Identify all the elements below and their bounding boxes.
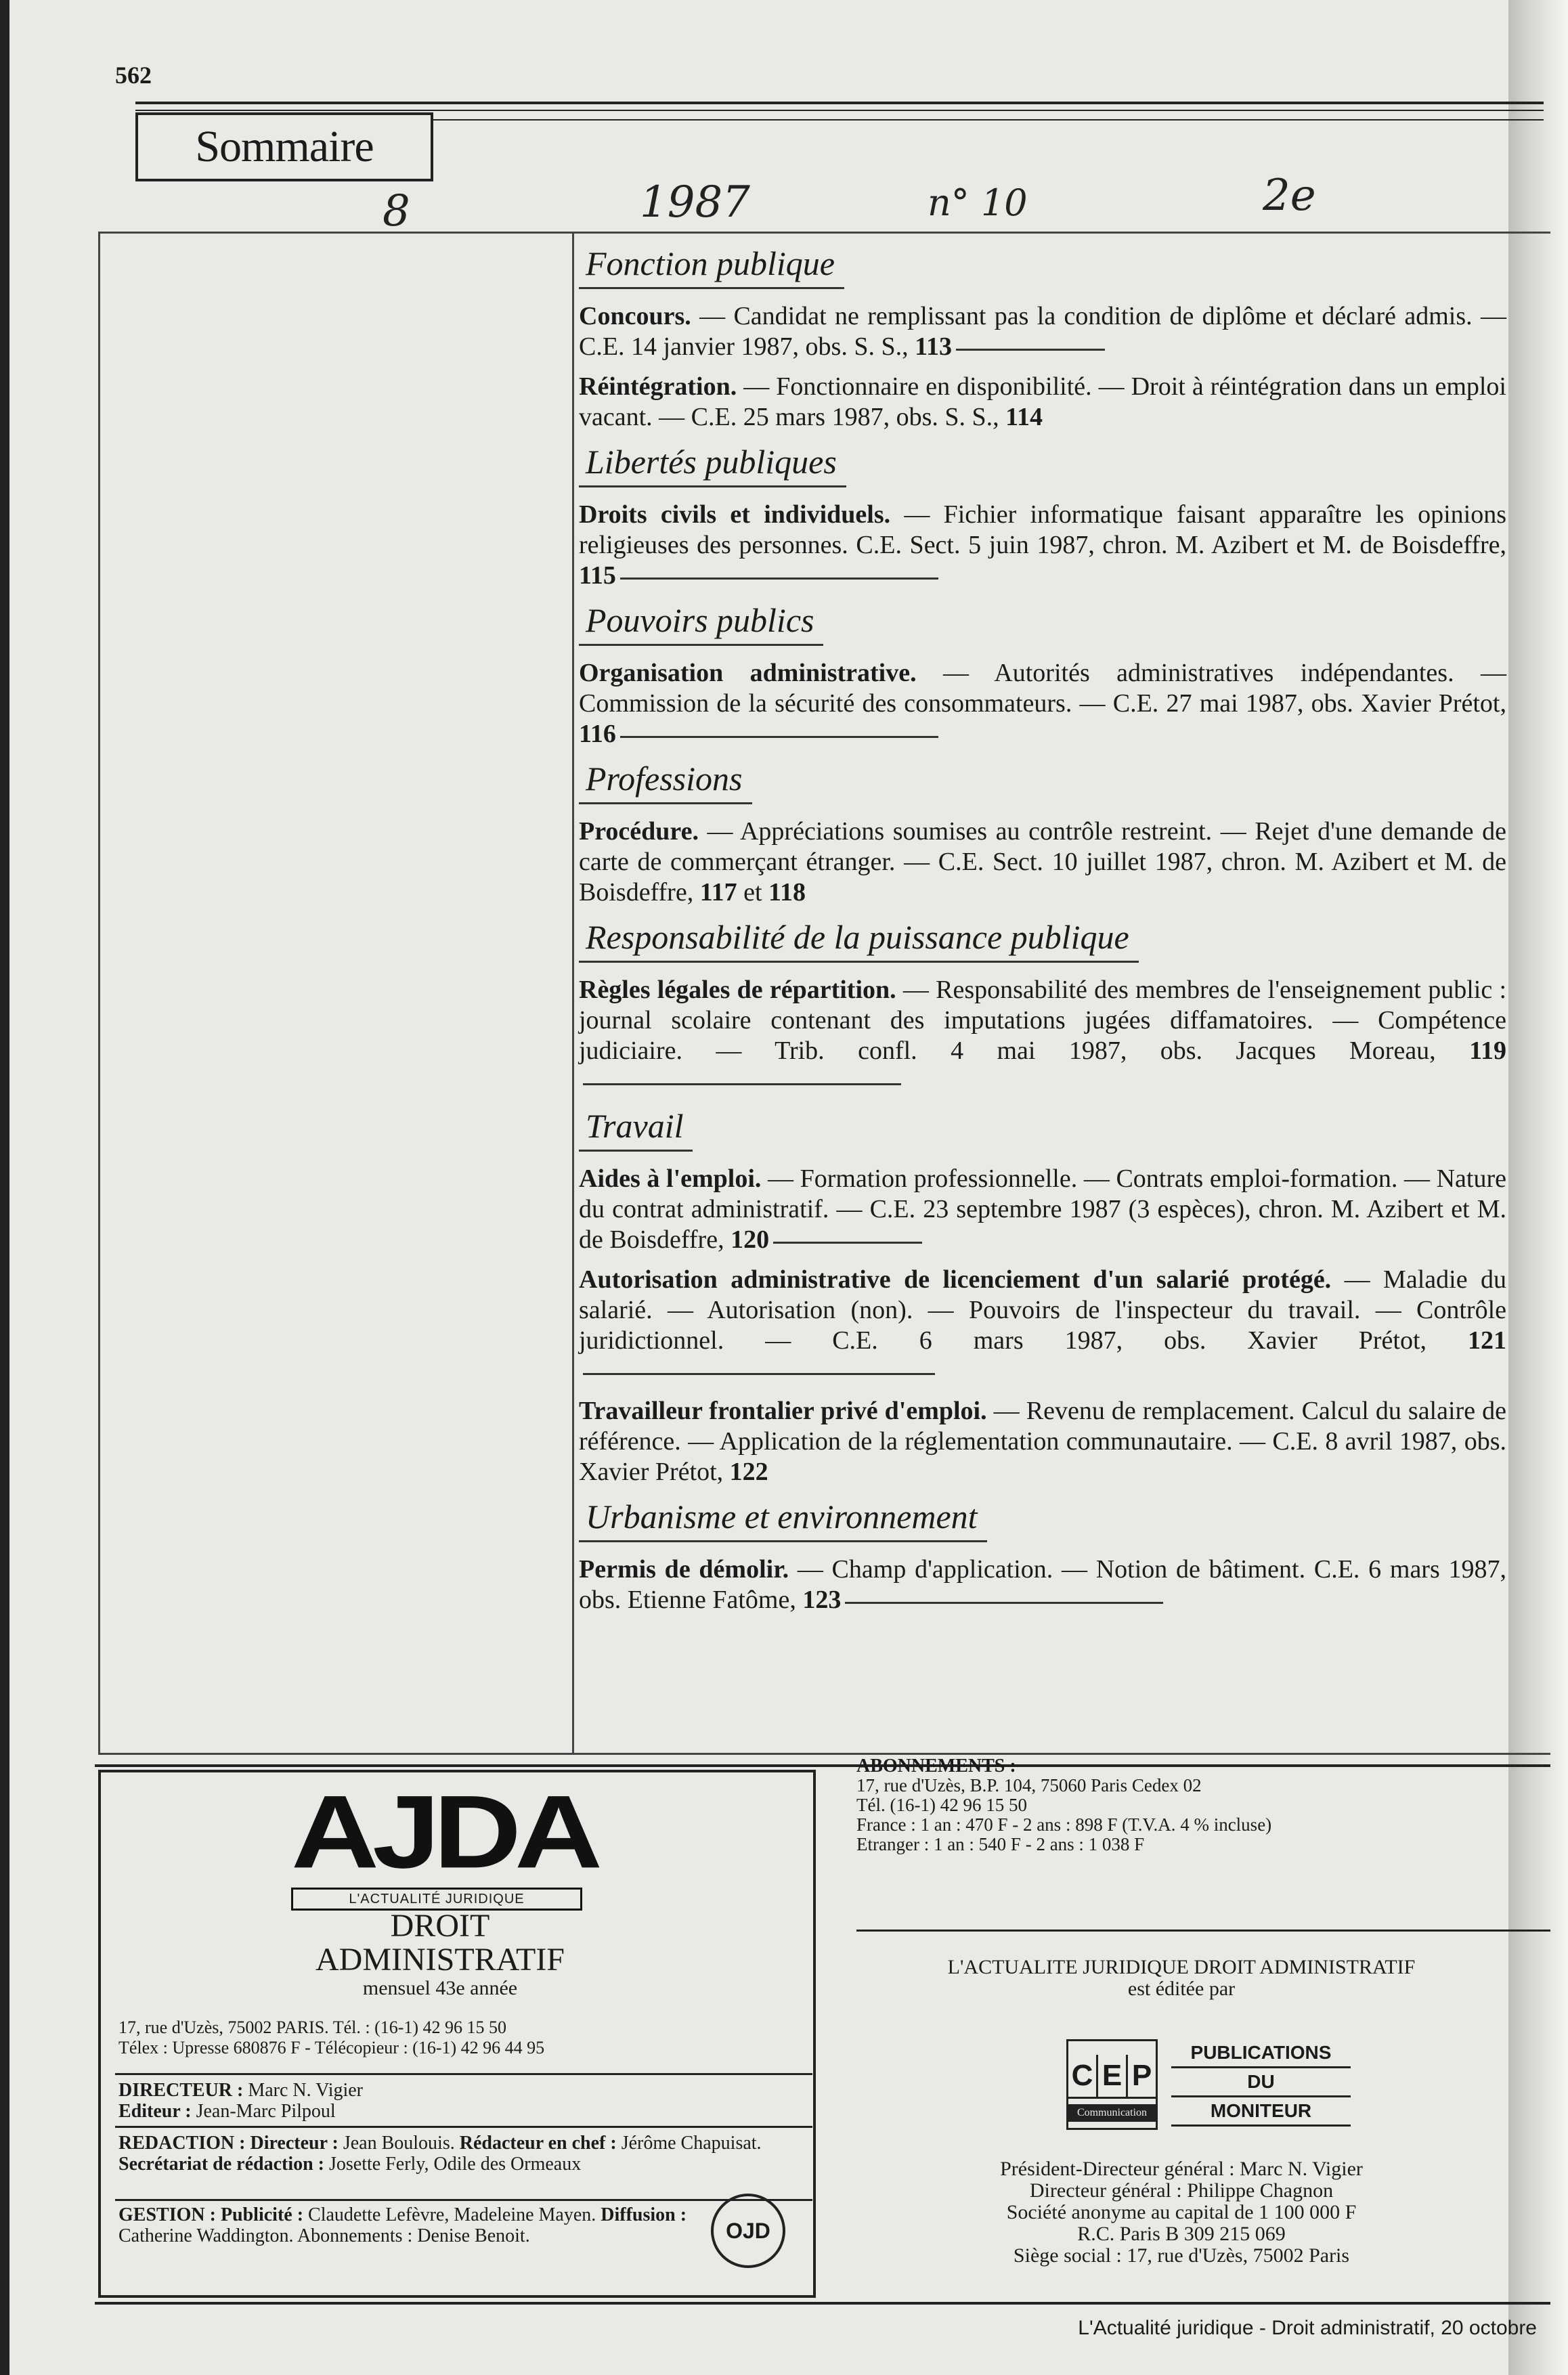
entry-text: — Champ d'application. — Notion de bâtiment. C.E. 6 mars 1987, obs. Etienne Fatôme, [579,1555,1506,1614]
column-divider [572,232,574,1755]
table-of-contents [579,244,1506,1625]
entry-number: 116 [579,720,616,748]
staff-director [118,2080,809,2122]
entry-number: 121 [1468,1326,1506,1355]
entry-number: 122 [729,1458,768,1486]
section [579,601,1506,749]
staff-label: REDACTION : [118,2133,246,2154]
leader-line [773,1241,922,1244]
entry-number: 120 [731,1225,770,1254]
contents-entry [579,372,1506,433]
ajda-logo: AJDA [291,1774,596,1890]
contents-entry [579,975,1506,1097]
publisher-line: est éditée par [1127,1978,1236,2000]
section-heading: Fonction publique [579,244,844,289]
contents-entry [579,1265,1506,1387]
entry-keyword: Concours. [579,302,691,330]
entry-text: — Fichier informatique faisant apparaître les opinions religieuses des personnes. C.E. Sect. 5 juin 1987, chron. M. Azibert et M. de Boisdeffre, [579,500,1507,559]
handwritten-year: 1987 [640,177,750,227]
publisher-statement [856,1957,1506,2000]
cep-letter: C [1068,2055,1098,2097]
journal-title [244,1909,636,1977]
entry-number: 123 [802,1586,842,1614]
moniteur-logo [1171,2039,1351,2127]
publisher-line: L'ACTUALITE JURIDIQUE DROIT ADMINISTRATIF [947,1956,1416,1978]
handwritten-issue: n° 10 [928,181,1028,224]
staff-value: Marc N. Vigier [243,2080,363,2101]
entry-number: 118 [768,878,806,907]
entry-keyword: Règles légales de répartition. [579,976,896,1004]
entry-text: — Fonctionnaire en disponibilité. — Droit à réintégration dans un emploi vacant. — C.E. 25 mars 1987, obs. S. S., [579,372,1506,431]
journal-address [118,2018,544,2058]
entry-keyword: Aides à l'emploi. [579,1164,762,1193]
subscriptions-line: France : 1 an : 470 F - 2 ans : 898 F (T.V.A. 4 % incluse) [856,1814,1272,1835]
staff-value: Jérôme Chapuisat. [616,2133,762,2154]
staff-gestion [118,2204,701,2246]
moniteur-line: MONITEUR [1171,2097,1351,2127]
section-heading: Pouvoirs publics [579,601,823,646]
cep-letter: E [1098,2055,1128,2097]
footer-rule [95,2302,1550,2305]
publisher-rule [856,1930,1550,1932]
entry-text: — Responsabilité des membres de l'enseignement public : journal scolaire contenant des imputations jugées diffamatoires. — Compétence judiciaire. — Trib. confl. 4 mai 1987, obs. Jacques Moreau, [579,976,1507,1065]
handwritten-edition: 2e [1263,171,1316,221]
colophon-rule [115,2126,812,2128]
subscriptions-line: 17, rue d'Uzès, B.P. 104, 75060 Paris Cedex 02 [856,1775,1202,1795]
staff-value: Catherine Waddington. Abonnements : Denise Benoit. [118,2225,530,2246]
publisher-direction [856,2158,1506,2267]
cep-caption: Communication [1068,2104,1156,2122]
subscriptions-line: Tél. (16-1) 42 96 15 50 [856,1795,1027,1815]
entry-number: 115 [579,561,616,590]
entry-text: — Maladie du salarié. — Autorisation (non). — Pouvoirs de l'inspecteur du travail. — Contrôle juridictionnel. — C.E. 6 mars 1987, obs. Xavier Prétot, [579,1265,1506,1355]
section-heading: Professions [579,759,752,804]
leader-line [620,577,938,580]
contents-entry [579,1396,1506,1487]
section [579,759,1506,908]
running-footer: L'Actualité juridique - Droit administratif, 20 octobre [1078,2317,1537,2339]
staff-label: DIRECTEUR : [118,2080,244,2101]
moniteur-line: PUBLICATIONS [1171,2039,1351,2068]
journal-title-line: ADMINISTRATIF [315,1942,565,1978]
section [579,244,1506,433]
section-heading: Responsabilité de la puissance publique [579,917,1139,963]
logo-subtitle: L'ACTUALITÉ JURIDIQUE [291,1888,582,1911]
entry-text: — Autorités administratives indépendantes. — Commission de la sécurité des consommateurs. — C.E. 27 mai 1987, obs. Xavier Prétot, [579,659,1506,718]
section [579,1106,1506,1487]
leader-line [583,1372,935,1375]
staff-value: Claudette Lefèvre, Madeleine Mayen. [303,2204,596,2225]
subscriptions [856,1756,1506,1854]
entry-text: — Formation professionnelle. — Contrats emploi-formation. — Nature du contrat administratif. — C.E. 23 septembre 1987 (3 espèces), chron. M. Azibert et M. de Boisdeffre, [579,1164,1506,1254]
entry-keyword: Autorisation administrative de licenciement d'un salarié protégé. [579,1265,1332,1294]
contents-entry [579,500,1506,591]
title-rule-thin [135,110,1544,111]
staff-label: Publicité : [215,2204,304,2225]
subscriptions-title: ABONNEMENTS : [856,1756,1016,1777]
cep-logo [1066,2039,1158,2130]
entry-text: — Appréciations soumises au contrôle restreint. — Rejet d'une demande de carte de commerçant étranger. — C.E. Sect. 10 juillet 1987, chron. M. Azibert et M. de Boisdeffre, [579,817,1506,907]
staff-label: GESTION : [118,2204,216,2225]
colophon-rule [115,2073,812,2075]
section [579,917,1506,1097]
address-line: 17, rue d'Uzès, 75002 PARIS. Tél. : (16-1) 42 96 15 50 [118,2018,507,2037]
subscriptions-line: Etranger : 1 an : 540 F - 2 ans : 1 038 F [856,1834,1145,1854]
direction-line: Président-Directeur général : Marc N. Vigier [1000,2158,1363,2180]
staff-label: Editeur : [118,2101,192,2122]
leader-line [583,1083,901,1085]
direction-line: Directeur général : Philippe Chagnon [1029,2179,1334,2202]
journal-title-line: DROIT [390,1908,490,1944]
contents-entry [579,658,1506,749]
direction-line: Société anonyme au capital de 1 100 000 F [1006,2201,1357,2223]
staff-value: Jean Boulouis. [338,2133,455,2154]
cep-letter: P [1131,2059,1152,2092]
page-title: Sommaire [135,112,433,181]
handwritten-note: 8 [383,186,410,236]
staff-value: Jean-Marc Pilpoul [191,2101,336,2122]
title-rule [135,102,1544,104]
staff-label: Diffusion : [596,2204,687,2225]
leader-line [620,735,938,738]
staff-redaction [118,2133,809,2175]
entry-keyword: Travailleur frontalier privé d'emploi. [579,1397,987,1425]
contents-entry [579,1164,1506,1255]
entry-number: 114 [1005,403,1043,431]
colophon-rule [115,2199,812,2201]
contents-entry [579,816,1506,908]
staff-label: Directeur : [245,2133,339,2154]
direction-line: R.C. Paris B 309 215 069 [1077,2223,1286,2245]
ojd-seal: OJD [711,2194,785,2268]
contents-entry [579,1554,1506,1615]
leader-line [956,348,1105,351]
section-heading: Urbanisme et environnement [579,1497,987,1542]
direction-line: Siège social : 17, rue d'Uzès, 75002 Paris [1013,2244,1350,2267]
entry-keyword: Permis de démolir. [579,1555,789,1584]
section-heading: Travail [579,1106,693,1152]
staff-label: Rédacteur en chef : [454,2133,617,2154]
journal-frequency: mensuel 43e année [362,1977,518,1999]
moniteur-line: DU [1171,2068,1351,2097]
entry-number: 113 [915,332,953,361]
staff-value: Josette Ferly, Odile des Ormeaux [324,2154,582,2175]
section [579,442,1506,591]
contents-entry [579,301,1506,362]
entry-keyword: Organisation administrative. [579,659,917,687]
entry-keyword: Réintégration. [579,372,737,401]
address-line: Télex : Upresse 680876 F - Télécopieur : (16-1) 42 96 44 95 [118,2038,545,2057]
section [579,1497,1506,1615]
entry-keyword: Procédure. [579,817,699,846]
staff-label: Secrétariat de rédaction : [118,2154,324,2175]
page-number: 562 [115,62,152,89]
entry-keyword: Droits civils et individuels. [579,500,891,529]
entry-number: 119 [1469,1037,1506,1065]
entry-number: 117 [699,878,737,907]
page-binding-edge [0,0,9,2375]
entry-text: — Revenu de remplacement. Calcul du salaire de référence. — Application de la réglementation communautaire. — C.E. 8 avril 1987, obs. Xavier Prétot, [579,1397,1506,1486]
section-heading: Libertés publiques [579,442,846,487]
leader-line [845,1601,1163,1604]
entry-text: et [737,878,769,907]
entry-text: — Candidat ne remplissant pas la condition de diplôme et déclaré admis. — C.E. 14 janvier 1987, obs. S. S., [579,302,1506,361]
